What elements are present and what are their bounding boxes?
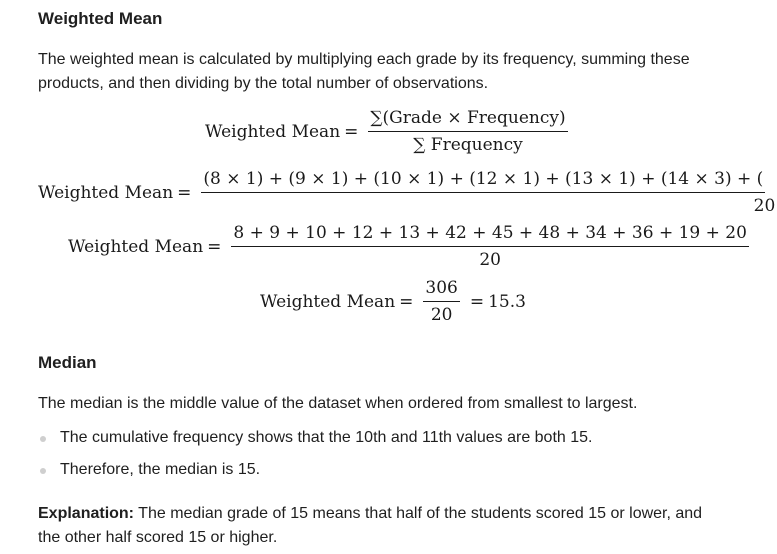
median-description: The median is the middle value of the dataset when ordered from smallest to largest. [38,395,638,412]
step1-lhs: Weighted Mean [38,182,174,203]
explanation-label: Explanation: [38,505,135,522]
step1-clip [0,165,776,225]
step1-equals: = [177,182,192,203]
section-heading-weighted-mean: Weighted Mean [38,9,163,28]
median-bullet-2-text: Therefore, the median is 15. [60,461,261,478]
weighted-mean-step1 [38,168,776,217]
explanation-paragraph [38,502,718,550]
step1-denominator: 20 [753,196,776,216]
step2-denominator: 20 [479,250,501,270]
bullet-dot [40,468,46,474]
section-heading-median: Median [38,353,97,372]
weighted-mean-description: The weighted mean is calculated by multiplying each grade by its frequency, summing these products, and then dividing by the total number of observations. [38,51,690,92]
weighted-mean-step2 [68,222,755,271]
median-bullet-1 [38,426,592,450]
median-bullet-2 [38,458,260,482]
step1-fraction [201,168,776,217]
step3-denominator: 20 [430,305,453,325]
step3-equals: = [399,291,414,312]
step2-fraction [231,222,749,271]
step2-lhs: Weighted Mean [68,236,204,257]
explanation-text: The median grade of 15 means that half of the students scored 15 or lower, and the other half scored 15 or higher. [38,505,703,546]
formula-denominator: ∑ Frequency [413,135,523,155]
step3-fraction [423,277,459,326]
formula-numerator: ∑(Grade × Frequency) [368,107,567,132]
bullet-dot [40,436,46,442]
step2-numerator: 8 + 9 + 10 + 12 + 13 + 42 + 45 + 48 + 34 + 36 + 19 + 20 [231,222,749,247]
step3-result: 15.3 [488,291,526,312]
formula-fraction [368,107,567,156]
weighted-mean-step3 [260,277,526,326]
weighted-mean-formula [205,107,574,156]
step3-equals-2: = [469,291,485,312]
step3-numerator: 306 [423,277,459,302]
median-bullet-1-text: The cumulative frequency shows that the 10th and 11th values are both 15. [60,429,593,446]
step3-lhs: Weighted Mean [260,291,396,312]
formula-lhs: Weighted Mean [205,121,341,142]
step1-numerator: (8 × 1) + (9 × 1) + (10 × 1) + (12 × 1) + (13 × 1) + (14 × 3) + ( [201,168,765,193]
formula-equals: = [344,121,359,142]
step2-equals: = [207,236,222,257]
